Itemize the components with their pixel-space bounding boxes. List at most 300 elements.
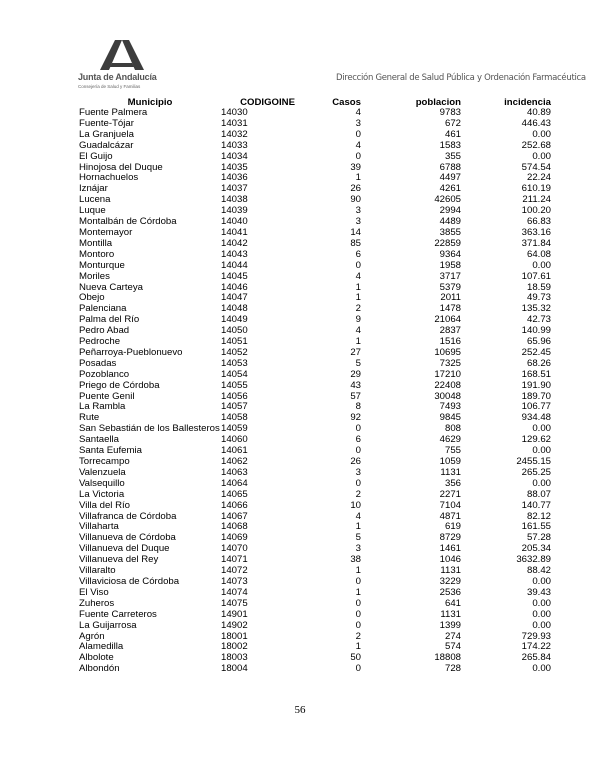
- cell-incidencia: 140.77: [521, 499, 551, 511]
- cell-municipio: San Sebastián de los Ballesteros: [79, 423, 220, 435]
- cell-codigoine: 14055: [221, 379, 248, 391]
- cell-poblacion: 574: [444, 641, 461, 653]
- cell-municipio: Valsequillo: [79, 477, 125, 489]
- cell-municipio: Posadas: [79, 357, 117, 369]
- cell-codigoine: 14066: [221, 499, 248, 511]
- table-row: [79, 457, 551, 468]
- cell-municipio: La Rambla: [79, 401, 126, 413]
- table-row: [79, 392, 551, 403]
- table-row: [79, 435, 551, 446]
- cell-codigoine: 18001: [221, 630, 248, 642]
- cell-poblacion: 1958: [439, 259, 461, 271]
- table-row: [79, 512, 551, 523]
- cell-poblacion: 355: [444, 150, 461, 162]
- cell-casos: 0: [355, 150, 361, 162]
- cell-codigoine: 14056: [221, 390, 248, 402]
- cell-municipio: Pedro Abad: [79, 325, 130, 337]
- cell-codigoine: 14071: [221, 554, 248, 566]
- cell-casos: 1: [355, 565, 361, 577]
- cell-codigoine: 14041: [221, 226, 248, 238]
- cell-codigoine: 14044: [221, 259, 248, 271]
- cell-casos: 29: [350, 368, 361, 380]
- cell-incidencia: 446.43: [521, 117, 551, 129]
- cell-municipio: Albolote: [79, 652, 114, 664]
- cell-municipio: Puente Genil: [79, 390, 135, 402]
- cell-incidencia: 729.93: [521, 630, 551, 642]
- cell-municipio: Villanueva de Córdoba: [79, 532, 176, 544]
- cell-municipio: Fuente Palmera: [79, 107, 148, 118]
- cell-codigoine: 14045: [221, 270, 248, 282]
- cell-casos: 50: [350, 652, 361, 664]
- cell-casos: 10: [350, 499, 361, 511]
- cell-poblacion: 461: [444, 128, 461, 140]
- cell-poblacion: 7493: [439, 401, 461, 413]
- cell-casos: 6: [355, 434, 361, 446]
- cell-incidencia: 106.77: [521, 401, 551, 413]
- table-row: [79, 468, 551, 479]
- cell-poblacion: 4261: [439, 183, 461, 195]
- cell-casos: 0: [355, 663, 361, 675]
- cell-poblacion: 4489: [439, 216, 461, 228]
- cell-municipio: Villaralto: [79, 565, 116, 577]
- cell-incidencia: 107.61: [521, 270, 551, 282]
- cell-municipio: Obejo: [79, 292, 105, 304]
- table-row: [79, 359, 551, 370]
- cell-poblacion: 22859: [434, 237, 461, 249]
- cell-municipio: Zuheros: [79, 597, 115, 609]
- cell-incidencia: 211.24: [522, 194, 551, 206]
- table-row: [79, 555, 551, 566]
- cell-municipio: Priego de Córdoba: [79, 379, 160, 391]
- table-row: [79, 588, 551, 599]
- cell-poblacion: 4497: [439, 172, 461, 184]
- cell-casos: 0: [355, 259, 361, 271]
- cell-incidencia: 265.84: [521, 652, 551, 664]
- cell-casos: 1: [355, 281, 361, 293]
- table-row: [79, 621, 551, 632]
- table-row: [79, 272, 551, 283]
- column-header-codigoine: CODIGOINE: [240, 97, 295, 108]
- cell-municipio: La Guijarrosa: [79, 619, 137, 631]
- cell-municipio: Villafranca de Córdoba: [79, 510, 177, 522]
- table-row: [79, 632, 551, 643]
- table-row: [79, 348, 551, 359]
- cell-casos: 3: [355, 543, 361, 555]
- junta-andalucia-logo-icon: [98, 40, 146, 70]
- cell-poblacion: 8729: [439, 532, 461, 544]
- cell-incidencia: 88.07: [526, 488, 551, 500]
- table-row: [79, 381, 551, 392]
- cell-casos: 9: [355, 314, 361, 326]
- cell-incidencia: 0.00: [532, 423, 551, 435]
- cell-codigoine: 14046: [221, 281, 248, 293]
- cell-casos: 6: [355, 248, 361, 260]
- cell-codigoine: 14067: [221, 510, 248, 522]
- cell-codigoine: 14058: [221, 412, 248, 424]
- cell-codigoine: 14043: [221, 248, 248, 260]
- cell-codigoine: 14042: [221, 237, 248, 249]
- table-row: [79, 577, 551, 588]
- cell-casos: 5: [355, 532, 361, 544]
- cell-codigoine: 14061: [221, 445, 248, 457]
- cell-incidencia: 0.00: [532, 477, 551, 489]
- cell-codigoine: 14060: [221, 434, 248, 446]
- cell-incidencia: 363.16: [521, 226, 551, 238]
- cell-casos: 1: [355, 521, 361, 533]
- cell-municipio: Fuente Carreteros: [79, 608, 157, 620]
- cell-poblacion: 2837: [439, 325, 461, 337]
- cell-incidencia: 189.70: [521, 390, 551, 402]
- cell-casos: 8: [355, 401, 361, 413]
- cell-municipio: Peñarroya-Pueblonuevo: [79, 346, 183, 358]
- cell-casos: 27: [350, 346, 361, 358]
- table-row: [79, 195, 551, 206]
- cell-poblacion: 274: [444, 630, 461, 642]
- table-row: [79, 239, 551, 250]
- cell-poblacion: 9364: [439, 248, 461, 260]
- cell-casos: 5: [355, 357, 361, 369]
- cell-codigoine: 14036: [221, 172, 248, 184]
- table-row: [79, 293, 551, 304]
- cell-municipio: Nueva Carteya: [79, 281, 143, 293]
- cell-municipio: Pedroche: [79, 336, 121, 348]
- cell-municipio: Montemayor: [79, 226, 133, 238]
- org-subtitle: Consejería de Salud y Familias: [78, 84, 141, 89]
- cell-codigoine: 14033: [221, 139, 248, 151]
- cell-casos: 3: [355, 117, 361, 129]
- cell-incidencia: 191.90: [521, 379, 551, 391]
- cell-codigoine: 14031: [221, 117, 248, 129]
- cell-codigoine: 14072: [221, 565, 248, 577]
- cell-municipio: Villanueva del Rey: [79, 554, 159, 566]
- cell-poblacion: 1131: [440, 565, 461, 577]
- cell-codigoine: 14057: [221, 401, 248, 413]
- cell-casos: 1: [355, 172, 361, 184]
- cell-incidencia: 88.42: [526, 565, 551, 577]
- cell-codigoine: 14047: [221, 292, 248, 304]
- page-number: 56: [294, 704, 306, 716]
- cell-municipio: Santaella: [79, 434, 120, 446]
- cell-incidencia: 2455.15: [516, 456, 551, 467]
- cell-incidencia: 0.00: [532, 619, 551, 631]
- cell-poblacion: 17210: [434, 368, 461, 380]
- cell-municipio: Pozoblanco: [79, 368, 130, 380]
- cell-codigoine: 14054: [221, 368, 248, 380]
- cell-codigoine: 14075: [221, 597, 248, 609]
- cell-casos: 0: [355, 608, 361, 620]
- cell-codigoine: 14064: [221, 477, 248, 489]
- table-row: [79, 108, 551, 119]
- table-row: [79, 130, 551, 141]
- cell-incidencia: 18.59: [526, 281, 551, 293]
- cell-codigoine: 14032: [221, 128, 248, 140]
- cell-municipio: Luque: [79, 205, 106, 217]
- cell-casos: 39: [350, 161, 361, 173]
- cell-municipio: Iznájar: [79, 183, 108, 195]
- cell-municipio: Palma del Río: [79, 314, 140, 326]
- cell-casos: 38: [350, 554, 361, 566]
- cell-incidencia: 610.19: [521, 183, 551, 195]
- cell-poblacion: 619: [444, 521, 461, 533]
- table-row: [79, 163, 551, 174]
- cell-codigoine: 14053: [221, 357, 248, 369]
- cell-casos: 26: [350, 456, 361, 467]
- cell-incidencia: 65.96: [526, 336, 551, 348]
- cell-incidencia: 129.62: [521, 434, 551, 446]
- column-header-casos: Casos: [332, 97, 361, 108]
- cell-incidencia: 0.00: [532, 128, 551, 140]
- cell-poblacion: 6788: [439, 161, 461, 173]
- cell-incidencia: 66.83: [526, 216, 551, 228]
- cell-poblacion: 4629: [439, 434, 461, 446]
- cell-casos: 0: [355, 423, 361, 435]
- cell-casos: 1: [355, 586, 361, 598]
- cell-codigoine: 14065: [221, 488, 248, 500]
- cell-incidencia: 574.54: [521, 161, 551, 173]
- cell-poblacion: 1399: [439, 619, 461, 631]
- table-row: [79, 490, 551, 501]
- cell-incidencia: 0.00: [532, 597, 551, 609]
- cell-municipio: Fuente-Tójar: [79, 117, 134, 129]
- cell-poblacion: 3717: [439, 270, 461, 282]
- table-row: [79, 326, 551, 337]
- cell-poblacion: 30048: [434, 390, 461, 402]
- cell-casos: 4: [355, 107, 361, 118]
- cell-poblacion: 808: [444, 423, 461, 435]
- cell-municipio: Hinojosa del Duque: [79, 161, 163, 173]
- table-row: [79, 152, 551, 163]
- cell-casos: 4: [355, 270, 361, 282]
- cell-poblacion: 5379: [439, 281, 461, 293]
- cell-poblacion: 9783: [439, 107, 461, 118]
- cell-codigoine: 14040: [221, 216, 248, 228]
- cell-casos: 0: [355, 128, 361, 140]
- cell-municipio: El Viso: [79, 586, 109, 598]
- cell-casos: 3: [355, 216, 361, 228]
- cell-casos: 92: [350, 412, 361, 424]
- cell-incidencia: 0.00: [532, 150, 551, 162]
- table-body: [79, 108, 551, 675]
- cell-casos: 0: [355, 445, 361, 457]
- org-name: Junta de Andalucía: [78, 72, 157, 82]
- cell-municipio: Montilla: [79, 237, 113, 249]
- cell-municipio: Moriles: [79, 270, 110, 282]
- cell-poblacion: 728: [444, 663, 461, 675]
- cell-municipio: Alamedilla: [79, 641, 124, 653]
- cell-municipio: El Guijo: [79, 150, 113, 162]
- table-row: [79, 217, 551, 228]
- cell-incidencia: 3632.89: [516, 554, 551, 566]
- cell-incidencia: 100.20: [521, 205, 551, 217]
- cell-codigoine: 14062: [221, 456, 248, 467]
- cell-casos: 2: [355, 303, 361, 315]
- cell-casos: 26: [350, 183, 361, 195]
- cell-poblacion: 9845: [439, 412, 461, 424]
- cell-poblacion: 672: [444, 117, 461, 129]
- cell-casos: 0: [355, 477, 361, 489]
- table-row: [79, 402, 551, 413]
- cell-incidencia: 0.00: [532, 608, 551, 620]
- cell-codigoine: 14048: [221, 303, 248, 315]
- table-row: [79, 315, 551, 326]
- cell-codigoine: 14052: [221, 346, 248, 358]
- cell-incidencia: 82.12: [526, 510, 551, 522]
- table-row: [79, 119, 551, 130]
- cell-municipio: Villaviciosa de Córdoba: [79, 575, 180, 587]
- table-row: [79, 261, 551, 272]
- cell-codigoine: 14073: [221, 575, 248, 587]
- cell-incidencia: 0.00: [532, 259, 551, 271]
- cell-incidencia: 0.00: [532, 575, 551, 587]
- cell-municipio: Montoro: [79, 248, 115, 260]
- table-row: [79, 250, 551, 261]
- cell-codigoine: 14901: [221, 608, 248, 620]
- table-row: [79, 424, 551, 435]
- cell-poblacion: 1461: [439, 543, 461, 555]
- cell-codigoine: 14039: [221, 205, 248, 217]
- cell-poblacion: 1059: [439, 456, 461, 467]
- cell-poblacion: 3229: [439, 575, 461, 587]
- cell-incidencia: 68.26: [526, 357, 551, 369]
- cell-municipio: Albondón: [79, 663, 120, 675]
- cell-incidencia: 42.73: [526, 314, 551, 326]
- cell-municipio: Monturque: [79, 259, 125, 271]
- cell-poblacion: 2011: [440, 292, 461, 304]
- cell-municipio: Santa Eufemia: [79, 445, 142, 457]
- cell-municipio: La Granjuela: [79, 128, 134, 140]
- cell-municipio: Rute: [79, 412, 100, 424]
- table-row: [79, 173, 551, 184]
- cell-casos: 14: [350, 226, 361, 238]
- cell-incidencia: 135.32: [521, 303, 551, 315]
- cell-municipio: Agrón: [79, 630, 105, 642]
- cell-casos: 90: [350, 194, 361, 206]
- cell-codigoine: 14038: [221, 194, 248, 206]
- table-row: [79, 141, 551, 152]
- cell-municipio: Guadalcázar: [79, 139, 134, 151]
- cell-incidencia: 140.99: [521, 325, 551, 337]
- cell-casos: 0: [355, 597, 361, 609]
- cell-municipio: Hornachuelos: [79, 172, 139, 184]
- cell-codigoine: 14037: [221, 183, 248, 195]
- cell-municipio: La Victoria: [79, 488, 125, 500]
- cell-codigoine: 18004: [221, 663, 248, 675]
- table-row: [79, 664, 551, 675]
- cell-poblacion: 42605: [434, 194, 461, 206]
- department-title: Dirección General de Salud Pública y Ordenación Farmacéutica: [336, 73, 586, 83]
- column-header-poblacion: poblacion: [415, 97, 461, 108]
- cell-casos: 43: [350, 379, 361, 391]
- incidence-table: [79, 97, 551, 675]
- cell-poblacion: 1046: [439, 554, 461, 566]
- cell-poblacion: 4871: [439, 510, 461, 522]
- cell-casos: 4: [355, 325, 361, 337]
- cell-incidencia: 0.00: [532, 663, 551, 675]
- cell-casos: 85: [350, 237, 361, 249]
- cell-codigoine: 14070: [221, 543, 248, 555]
- cell-codigoine: 14050: [221, 325, 248, 337]
- cell-codigoine: 14035: [221, 161, 248, 173]
- cell-poblacion: 3855: [439, 226, 461, 238]
- table-row: [79, 184, 551, 195]
- cell-casos: 4: [355, 510, 361, 522]
- cell-codigoine: 14059: [221, 423, 248, 435]
- cell-poblacion: 2536: [439, 586, 461, 598]
- cell-poblacion: 356: [444, 477, 461, 489]
- table-header-row: [79, 97, 551, 108]
- cell-casos: 3: [355, 205, 361, 217]
- cell-codigoine: 14034: [221, 150, 248, 162]
- cell-casos: 1: [355, 292, 361, 304]
- cell-poblacion: 2994: [439, 205, 461, 217]
- cell-codigoine: 14902: [221, 619, 248, 631]
- cell-poblacion: 641: [444, 597, 461, 609]
- cell-poblacion: 21064: [434, 314, 461, 326]
- cell-codigoine: 14030: [221, 107, 248, 118]
- cell-municipio: Montalbán de Córdoba: [79, 216, 177, 228]
- cell-incidencia: 0.00: [532, 445, 551, 457]
- cell-codigoine: 18002: [221, 641, 248, 653]
- cell-codigoine: 18003: [221, 652, 248, 664]
- table-row: [79, 653, 551, 664]
- cell-municipio: Palenciana: [79, 303, 127, 315]
- table-row: [79, 283, 551, 294]
- cell-poblacion: 7104: [439, 499, 461, 511]
- cell-casos: 1: [355, 641, 361, 653]
- cell-codigoine: 14051: [221, 336, 248, 348]
- cell-municipio: Villaharta: [79, 521, 119, 533]
- cell-incidencia: 64.08: [526, 248, 551, 260]
- table-row: [79, 228, 551, 239]
- cell-codigoine: 14049: [221, 314, 248, 326]
- cell-incidencia: 39.43: [526, 586, 551, 598]
- cell-casos: 2: [355, 488, 361, 500]
- table-row: [79, 446, 551, 457]
- cell-casos: 3: [355, 466, 361, 478]
- cell-poblacion: 18808: [434, 652, 461, 664]
- table-row: [79, 479, 551, 490]
- cell-casos: 57: [350, 390, 361, 402]
- cell-municipio: Lucena: [79, 194, 111, 206]
- cell-poblacion: 1131: [440, 466, 461, 478]
- cell-poblacion: 1583: [439, 139, 461, 151]
- column-header-municipio: Municipio: [127, 97, 173, 108]
- cell-municipio: Villa del Río: [79, 499, 131, 511]
- table-row: [79, 642, 551, 653]
- cell-codigoine: 14074: [221, 586, 248, 598]
- cell-incidencia: 161.55: [521, 521, 551, 533]
- cell-incidencia: 934.48: [521, 412, 551, 424]
- cell-codigoine: 14068: [221, 521, 248, 533]
- cell-poblacion: 1516: [439, 336, 461, 348]
- cell-municipio: Torrecampo: [79, 456, 130, 467]
- cell-casos: 0: [355, 575, 361, 587]
- cell-casos: 1: [355, 336, 361, 348]
- cell-poblacion: 22408: [434, 379, 461, 391]
- cell-incidencia: 174.22: [521, 641, 551, 653]
- cell-incidencia: 168.51: [521, 368, 551, 380]
- cell-incidencia: 265.25: [521, 466, 551, 478]
- cell-poblacion: 10695: [434, 346, 461, 358]
- cell-casos: 4: [355, 139, 361, 151]
- cell-municipio: Villanueva del Duque: [79, 543, 170, 555]
- cell-incidencia: 371.84: [521, 237, 551, 249]
- cell-incidencia: 205.34: [521, 543, 551, 555]
- cell-incidencia: 252.45: [521, 346, 551, 358]
- cell-incidencia: 40.89: [526, 107, 551, 118]
- cell-codigoine: 14069: [221, 532, 248, 544]
- cell-codigoine: 14063: [221, 466, 248, 478]
